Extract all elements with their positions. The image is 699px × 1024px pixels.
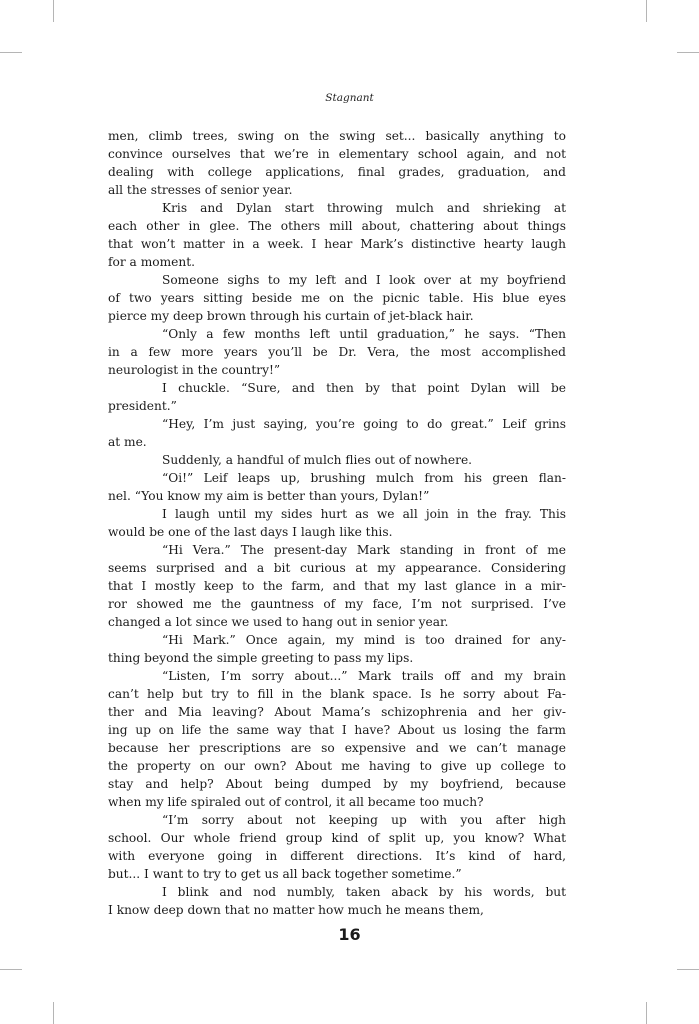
paragraph [108, 667, 566, 811]
paragraph [108, 505, 566, 541]
text-line: convince ourselves that we’re in elementary school again, and not [108, 147, 566, 161]
text-line: “Oi!” Leif leaps up, brushing mulch from his green flan- [162, 471, 566, 485]
text-line: stay and help? About being dumped by my boyfriend, because [108, 777, 566, 791]
text-line: men, climb trees, swing on the swing set... basically anything to [108, 129, 566, 143]
text-line: “Hey, I’m just saying, you’re going to do great.” Leif grins [162, 417, 566, 431]
paragraph [108, 451, 566, 469]
crop-mark [646, 1002, 647, 1024]
text-line: dealing with college applications, final grades, graduation, and [108, 165, 566, 179]
paragraph [108, 415, 566, 451]
paragraph [108, 199, 566, 271]
crop-mark [646, 0, 647, 22]
crop-mark [53, 1002, 54, 1024]
text-line: for a moment. [108, 255, 195, 269]
text-line: “Listen, I’m sorry about...” Mark trails off and my brain [162, 669, 566, 683]
page-number: 16 [338, 925, 361, 944]
text-line: with everyone going in different directions. It’s kind of hard, [108, 849, 566, 863]
text-line: each other in glee. The others mill about, chattering about things [108, 219, 566, 233]
paragraph [108, 127, 566, 199]
text-line: would be one of the last days I laugh like this. [108, 525, 393, 539]
paragraph [108, 469, 566, 505]
text-line: ing up on life the same way that I have? About us losing the farm [108, 723, 566, 737]
text-line: I blink and nod numbly, taken aback by his words, but [162, 885, 566, 899]
running-head: Stagnant [325, 92, 374, 104]
crop-mark [0, 969, 22, 970]
text-line: school. Our whole friend group kind of split up, you know? What [108, 831, 566, 845]
paragraph [108, 271, 566, 325]
text-line: of two years sitting beside me on the picnic table. His blue eyes [108, 291, 566, 305]
text-line: president.” [108, 399, 177, 413]
text-line: that won’t matter in a week. I hear Mark’s distinctive hearty laugh [108, 237, 566, 251]
text-line: Someone sighs to my left and I look over at my boyfriend [162, 273, 566, 287]
paragraph [108, 811, 566, 883]
body-text [108, 127, 566, 919]
text-line: I chuckle. “Sure, and then by that point Dylan will be [162, 381, 566, 395]
text-line: pierce my deep brown through his curtain of jet-black hair. [108, 309, 474, 323]
text-line: ther and Mia leaving? About Mama’s schizophrenia and her giv- [108, 705, 566, 719]
crop-mark [677, 52, 699, 53]
paragraph [108, 631, 566, 667]
text-line: “Hi Mark.” Once again, my mind is too drained for any- [162, 633, 566, 647]
text-line: neurologist in the country!” [108, 363, 281, 377]
text-line: I laugh until my sides hurt as we all join in the fray. This [162, 507, 566, 521]
paragraph [108, 883, 566, 919]
text-line: but... I want to try to get us all back together sometime.” [108, 867, 462, 881]
text-line: in a few more years you’ll be Dr. Vera, the most accomplished [108, 345, 566, 359]
crop-mark [0, 52, 22, 53]
text-line: seems surprised and a bit curious at my appearance. Considering [108, 561, 566, 575]
text-line: when my life spiraled out of control, it all became too much? [108, 795, 484, 809]
paragraph [108, 541, 566, 631]
text-line: changed a lot since we used to hang out in senior year. [108, 615, 449, 629]
crop-mark [53, 0, 54, 22]
text-line: at me. [108, 435, 147, 449]
text-line: because her prescriptions are so expensive and we can’t manage [108, 741, 566, 755]
text-line: all the stresses of senior year. [108, 183, 293, 197]
text-line: the property on our own? About me having to give up college to [108, 759, 566, 773]
text-line: ror showed me the gauntness of my face, I’m not surprised. I’ve [108, 597, 566, 611]
paragraph [108, 379, 566, 415]
text-line: I know deep down that no matter how much he means them, [108, 903, 484, 917]
paragraph [108, 325, 566, 379]
text-line: “I’m sorry about not keeping up with you after high [162, 813, 566, 827]
text-line: Kris and Dylan start throwing mulch and shrieking at [162, 201, 566, 215]
text-line: Suddenly, a handful of mulch flies out of nowhere. [162, 453, 473, 467]
text-line: “Hi Vera.” The present-day Mark standing in front of me [162, 543, 566, 557]
text-line: “Only a few months left until graduation,” he says. “Then [162, 327, 566, 341]
crop-mark [677, 969, 699, 970]
text-line: that I mostly keep to the farm, and that my last glance in a mir- [108, 579, 566, 593]
text-line: thing beyond the simple greeting to pass my lips. [108, 651, 414, 665]
text-line: nel. “You know my aim is better than yours, Dylan!” [108, 489, 430, 503]
text-line: can’t help but try to fill in the blank space. Is he sorry about Fa- [108, 687, 566, 701]
